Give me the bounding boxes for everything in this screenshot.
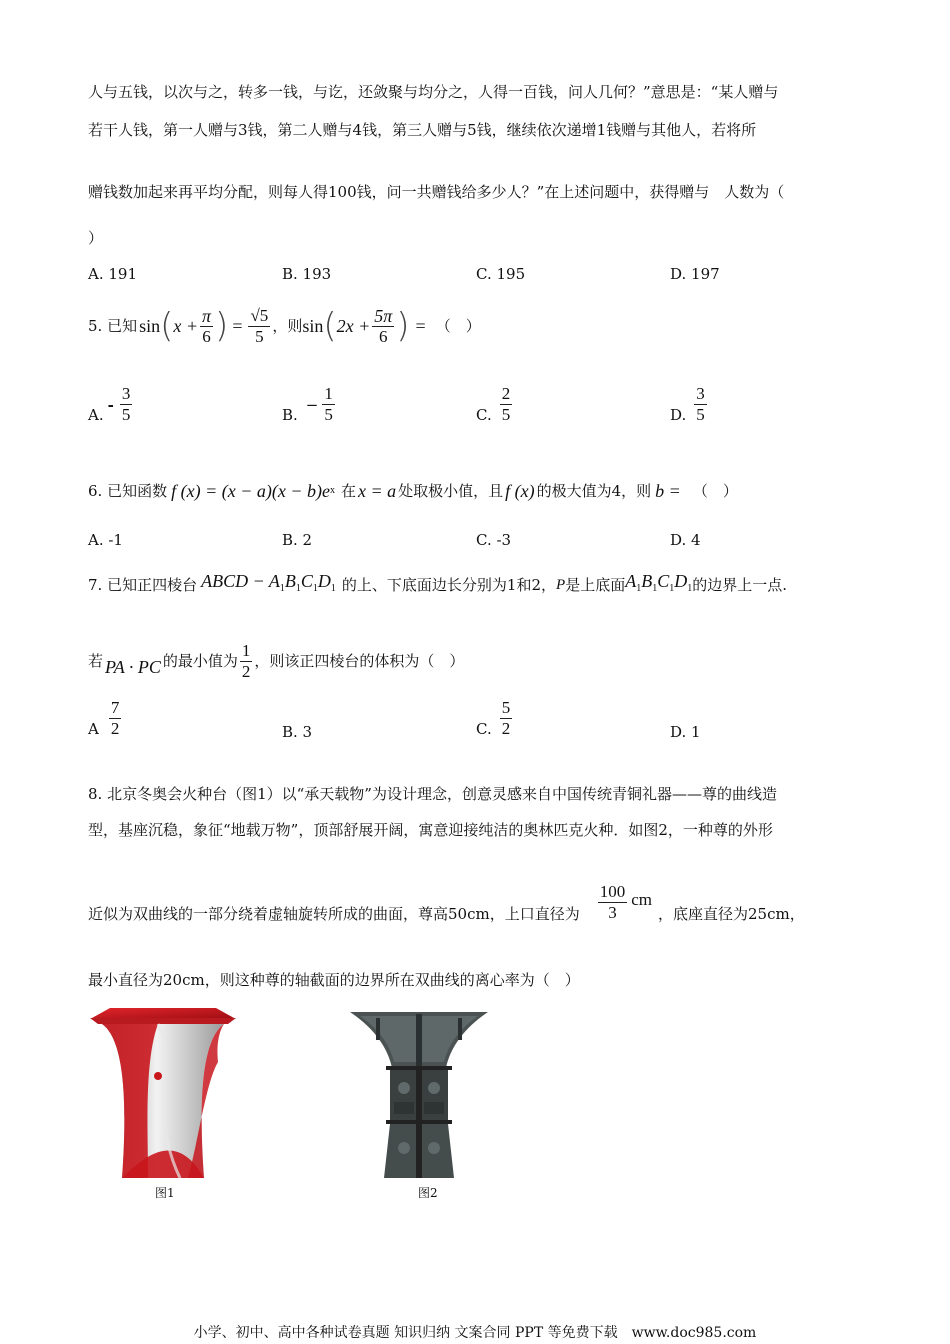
q6-exp: x [329,485,335,496]
q6-blank: （ ） [692,482,738,500]
q7-stem-line-1 [88,570,787,600]
q4-text-line-2: 若干人钱，第一人赠与3钱，第二人赠与4钱，第三人赠与5钱，继续依次递增1钱赠与其他人，若将所 [88,121,757,139]
figure-2-caption: 图2 [418,1186,438,1200]
q5-frac-sqrt5-5 [248,306,270,347]
q5-six: 6 [202,326,211,346]
q7-prefix: 7. 已知正四棱台 [88,576,198,594]
q7-option-d: D. 1 [670,723,701,741]
q8-text-line-1: 8. 北京冬奥会火种台（图1）以“承天载物”为设计理念，创意灵感来自中国传统青铜礼器——尊的曲线造 [88,785,777,803]
page-footer: 小学、初中、高中各种试卷真题 知识归纳 文案合同 PPT 等免费下载 www.doc985.com [193,1325,757,1341]
q5-pi: π [202,305,212,326]
q4-text-line-4: ） [88,229,104,247]
q8-frac-100-3: $\frac{100}{3}$ [599,881,626,922]
q6-option-b: B. 2 [282,531,313,549]
q6-option-d: D. 4 [670,531,701,549]
q7-top-face: $A_1B_1C_1D_1$ [625,571,693,594]
q6-option-c: C. -3 [476,531,512,549]
q6-at: 在 [340,482,356,500]
q7-solid: ABCD − $A_1B_1C_1D_1$ [201,571,336,594]
q5-sin-1: sin [139,316,161,336]
q8-unit: cm [631,890,652,909]
q8-text-line-3: 近似为双曲线的一部分绕着虚轴旋转所成的曲面，尊高50cm，上口直径为 $\frac{100}{3}$ cm ，底座直径为25cm， [88,881,805,923]
q4-option-c: C. 195 [476,265,526,283]
q7-option-a: A $\frac{7}{2}$ [88,698,120,738]
q7-text-5: ，则该正四棱台的体积为（ ） [254,652,465,670]
q5-frac-pi-6 [200,306,213,347]
q4-text-line-3: 赠钱数加起来再平均分配，则每人得100钱，问一共赠钱给多少人？”在上述问题中，获得赠与 人数为（ [88,183,785,201]
q5-frac-5pi-6 [372,306,394,347]
figure-1-caption: 图1 [155,1186,175,1200]
q8-text-line-2: 型，基座沉稳，象征“地载万物”，顶部舒展开阔，寓意迎接纯洁的奥林匹克火种．如图2，一种尊的外形 [88,821,773,839]
q7-text-1: 的上、下底面边长分别为1和2， [341,576,557,594]
q7-ruo: 若 [88,652,104,670]
q5-option-c: C. $\frac{2}{5}$ [476,384,511,424]
q5-x-plus: x + [173,316,199,336]
q6-x-eq-a: x = a [357,481,397,501]
q7-text-3: 的边界上一点. [692,576,787,594]
q5-stem [88,300,481,352]
q4-option-d: D. 197 [670,265,720,283]
q6-prefix: 6. 已知函数 [88,482,168,500]
figure-1-cauldron-image [88,1002,238,1180]
q7-p: P [556,577,566,593]
q5-paren-close-1: ) [215,306,229,346]
q5-sin-2: sin [302,316,324,336]
q7-option-c: C. $\frac{5}{2}$ [476,698,511,738]
q7-stem-line-2 [88,636,464,686]
q6-text-2: 的极大值为4，则 [536,482,652,500]
q5-blank: （ ） [435,317,481,335]
q5-paren-close-2: ) [396,306,410,346]
q4-text-line-1: 人与五钱，以次与之，转多一钱，与讫，还敛聚与均分之，人得一百钱，问人几何？”意思是：“某人赠与 [88,83,779,101]
q5-option-a: A. - $\frac{3}{5}$ [88,384,131,424]
q5-paren-open-2: ( [323,306,337,346]
q5-equals: = [232,316,243,336]
q7-pa-pc: PA · PC [105,657,161,677]
q5-option-d: D. $\frac{3}{5}$ [670,384,705,424]
q6-function: f (x) = (x − a)(x − b)e [171,481,330,501]
q7-option-b: B. 3 [282,723,313,741]
q5-5pi: 5π [374,305,393,326]
q5-option-b: B. − $\frac{1}{5}$ [282,384,333,424]
q8-text-line-4: 最小直径为20cm，则这种尊的轴截面的边界所在双曲线的离心率为（ ） [88,971,580,989]
q7-text-4: 的最小值为 [162,652,238,670]
q6-b: b = [655,481,681,501]
q7-half: $\frac{1}{2}$ [241,640,251,681]
q6-option-a: A. -1 [88,531,123,549]
q5-then: ，则 [272,317,303,335]
q7-text-2: 是上底面 [565,576,626,594]
q6-fx: f (x) [505,481,535,501]
q5-equals-2: = [415,316,426,336]
q5-five: 5 [255,326,264,346]
q4-option-b: B. 193 [282,265,332,283]
figure-2-bronze-zun-image [346,1008,492,1180]
q5-sqrt5: √5 [250,305,269,325]
q5-prefix: 5. 已知 [88,317,138,335]
q6-stem [88,476,738,506]
q5-2x-plus: 2x + [336,316,371,336]
q5-paren-open-1: ( [160,306,174,346]
q5-six-2: 6 [379,326,388,346]
q4-option-a: A. 191 [88,265,137,283]
q6-text-1: 处取极小值，且 [398,482,504,500]
